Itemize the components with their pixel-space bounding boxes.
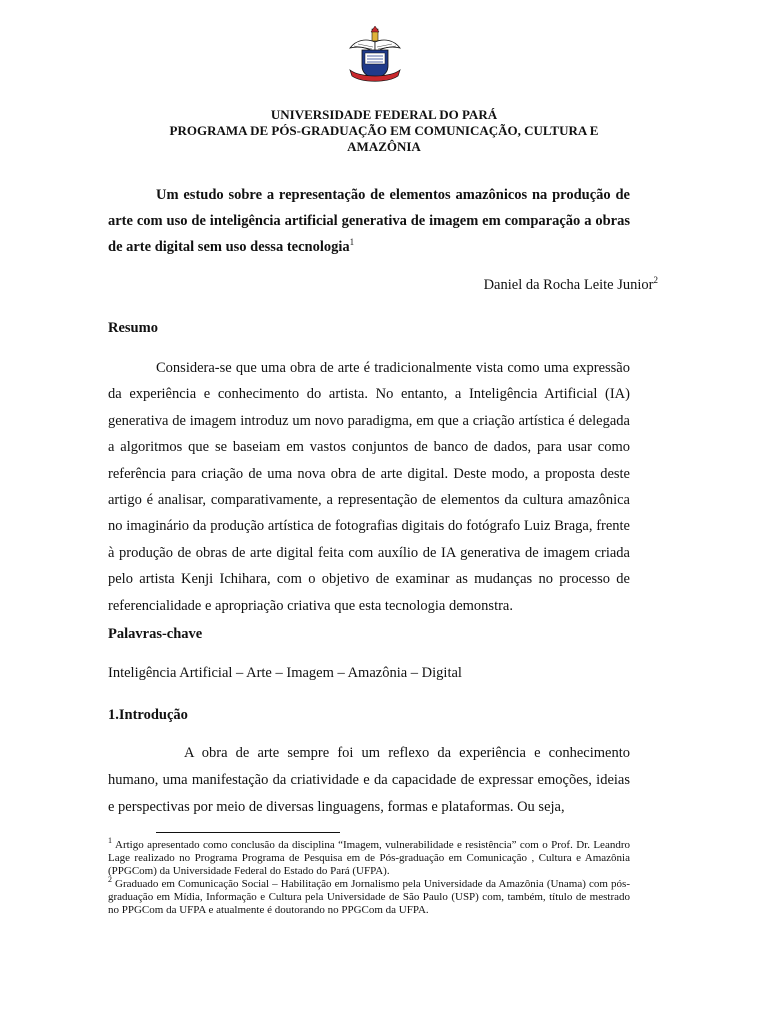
author-line bbox=[484, 275, 658, 295]
university-name: UNIVERSIDADE FEDERAL DO PARÁ bbox=[270, 107, 498, 122]
introduction-heading: 1.Introdução bbox=[108, 707, 188, 723]
article-title bbox=[108, 182, 630, 260]
institution-header bbox=[120, 107, 648, 155]
program-name-line-1: PROGRAMA DE PÓS-GRADUAÇÃO EM COMUNICAÇÃO, CULTURA E bbox=[169, 123, 599, 138]
footnote-number: 1 bbox=[108, 836, 112, 846]
article-title-text: Um estudo sobre a representação de elementos amazônicos na produção de arte com uso de inteligência artificial generativa de imagem em comparação a obras de arte digital sem uso dessa tecnologia bbox=[108, 187, 630, 255]
footnote bbox=[108, 875, 630, 917]
footnotes bbox=[108, 836, 630, 917]
abstract-paragraph: Considera-se que uma obra de arte é tradicionalmente vista como uma expressão da experiência e conhecimento do artista. No entanto, a Inteligência Artificial (IA) generativa de imagem introduz um novo paradigma, em que a criação artística é delegada a algoritmos que se baseiam em vastos conjuntos de banco de dados, para usar como referência para criação de uma nova obra de arte digital. Deste modo, a proposta deste artigo é analisar, comparativamente, a representação de elementos da cultura amazônica no imaginário da produção artística de fotografias digitais do fotógrafo Luiz Braga, frente à produção de obras de arte digital feita com auxílio de IA generativa de imagem criada pelo artista Kenji Ichihara, com o objetivo de examinar as mudanças no processo de referencialidade e apropriação criativa que esta tecnologia demonstra. bbox=[108, 360, 630, 614]
keywords-heading: Palavras-chave bbox=[108, 626, 203, 642]
introduction-paragraph: A obra de arte sempre foi um reflexo da experiência e conhecimento humano, uma manifestação da criatividade e da capacidade de expressar emoções, ideias e perspectivas por meio de diversas linguagens, formas e plataformas. Ou seja, bbox=[108, 745, 630, 815]
footnote-text: Graduado em Comunicação Social – Habilitação em Jornalismo pela Universidade da Amazônia (Unama) com pós-graduação em Mídia, Informação e Cultura pela Universidade de São Paulo (USP) com, também, título de mestrado no PPGCom da UFPA e atualmente é doutorando no PPGCom da UFPA. bbox=[108, 878, 630, 916]
footnote-number: 2 bbox=[108, 875, 112, 885]
author-name: Daniel da Rocha Leite Junior bbox=[483, 277, 654, 293]
footnote-separator bbox=[156, 832, 340, 833]
footnote-text: Artigo apresentado como conclusão da disciplina “Imagem, vulnerabilidade e resistência” com o Prof. Dr. Leandro Lage realizado no Programa Programa de Pesquisa em de Pós-graduação em Comunicação , Cultura e Amazônia (PPGCom) da Universidade Federal do Estado do Pará (UFPA). bbox=[108, 839, 630, 877]
title-footnote-ref: 1 bbox=[349, 237, 355, 248]
abstract-heading: Resumo bbox=[108, 320, 158, 336]
keywords-list: Inteligência Artificial – Arte – Imagem – Amazônia – Digital bbox=[108, 665, 462, 681]
author-footnote-ref: 2 bbox=[653, 275, 658, 286]
program-name-line-2: AMAZÔNIA bbox=[347, 139, 421, 154]
ufpa-logo-emblem bbox=[346, 26, 404, 84]
footnote bbox=[108, 836, 630, 878]
